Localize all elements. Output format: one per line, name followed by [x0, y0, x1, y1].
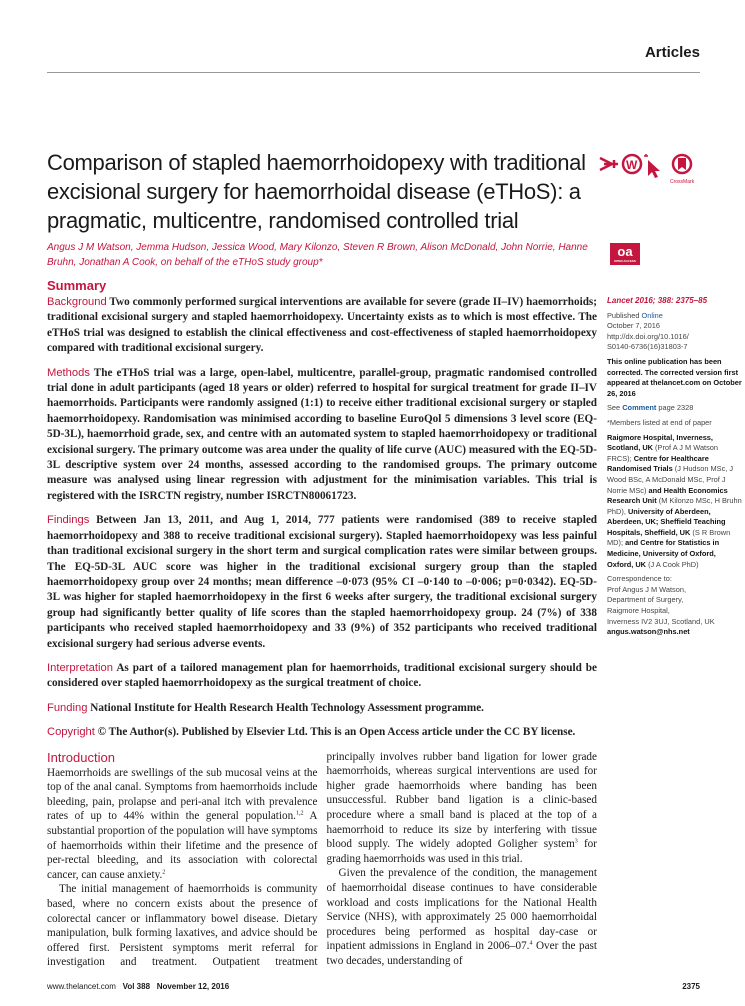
- affiliation-people: (M Kilonzo MSc, H Bruhn PhD),: [607, 496, 742, 516]
- introduction-heading: Introduction: [47, 749, 115, 765]
- copyright-text: © The Author(s). Published by Elsevier Ltd. This is an Open Access article under the CC BY license.: [97, 726, 576, 739]
- text: Prof Angus J M Watson,: [607, 584, 687, 594]
- crossmark-label: CrossMark: [670, 179, 695, 185]
- intro-paragraph-1: [47, 766, 318, 883]
- findings-text: Between Jan 13, 2011, and Aug 1, 2014, 777 patients were randomised (389 to receive stapled haemorrhoidopexy and 388 to receive traditional excisional surgery). Stapled haemorrhoidopexy was less painful than traditional excisional surgery in the short term and surgical complication rates were similar between groups. The EQ-5D-3L AUC score was higher in the traditional excisional surgery group than the stapled haemorrhoidopexy group over 24 months; mean difference –0·073 (95% CI –0·140 to –0·006; p=0·0342). EQ-5D-3L was higher for stapled haemorrhoidopexy in the first 6 weeks after surgery, the traditional excisional surgery group had significantly better quality of life scores than the stapled haemorrhoidopexy group. 24 (7%) of 338 participants who received stapled haemorrhoidopexy and 33 (9%) of 352 participants who received traditional excisional surgery had serious adverse events.: [47, 514, 598, 650]
- findings-label: Findings: [47, 514, 90, 527]
- crossmark-icon[interactable]: [670, 155, 695, 185]
- affiliation: and Centre for Statistics in Medicine, University of Oxford, Oxford, UK: [607, 538, 720, 569]
- doi-link-cont[interactable]: S0140-6736(16)31803-7: [607, 342, 688, 352]
- abstract-background: [47, 295, 597, 357]
- text: Given the prevalence of the condition, the management of haemorrhoidal disease continues to have considerable workload and costs implications for the National Health Service (NHS), with approximately 25 000 haemorrhoidal procedures being performed as hospital day-case or inpatient admissions in England in 2006–07.: [326, 867, 597, 953]
- article-title: Comparison of stapled haemorrhoidopexy with traditional excisional surgery for haemorrhoidal disease (eTHoS): a pragmatic, multicentre, randomised controlled trial: [47, 150, 586, 233]
- cursor-icon[interactable]: [644, 154, 660, 178]
- interpretation-text: As part of a tailored management plan for haemorrhoids, traditional excisional surgery should be considered over stapled haemorrhoidopexy as the surgical treatment of choice.: [47, 661, 597, 690]
- text: Department of Surgery,: [607, 595, 684, 605]
- copyright-label: Copyright: [47, 726, 95, 739]
- email-link[interactable]: angus.watson@nhs.net: [607, 627, 690, 637]
- text: Correspondence to:: [607, 574, 672, 584]
- abstract-funding: [47, 701, 597, 716]
- introduction-body: [47, 750, 597, 970]
- affiliation: University of Aberdeen, Aberdeen, UK; Sheffield Teaching Hospitals, Sheffield, UK: [607, 506, 726, 537]
- text: The initial management of haemorrhoids is community based, where no concern exists about the presence of colorectal cancer or inflammatory bowel disease. Dietary manipulation, bulk forming laxatives, and advice should be offered first. Persistent symptoms merit referral for investigation and treatment. Outpatient treatment principally involves rubber band ligation for lower grade haemorrhoids, whereas surgical interventions are used for higher grade haemorrhoids where banding has been unsuccessful. Rubber band ligation is a clinic-based procedure where a small band is placed at the top of a haemorrhoid to reduce its size by interfering with tissue blood supply. The widely adopted Goligher system: [47, 750, 597, 969]
- text: See: [607, 403, 623, 413]
- abstract-methods: [47, 366, 597, 505]
- published-date: October 7, 2016: [607, 321, 661, 331]
- sidebar: [607, 296, 742, 642]
- affiliation: Raigmore Hospital, Inverness, Scotland, UK: [607, 432, 713, 453]
- issue-date: November 12, 2016: [156, 981, 230, 991]
- site-link[interactable]: www.thelancet.com: [47, 981, 116, 991]
- interpretation-label: Interpretation: [47, 661, 113, 674]
- doi-link[interactable]: http://dx.doi.org/10.1016/: [607, 331, 689, 341]
- author-list: Angus J M Watson, Jemma Hudson, Jessica Wood, Mary Kilonzo, Steven R Brown, Alison McDonald, John Norrie, Hanne Bruhn, Jonathan A Cook, on behalf of the eTHoS study group*: [47, 242, 588, 268]
- affiliation-people: (S R Brown MD);: [607, 527, 731, 548]
- members-note: *Members listed at end of paper: [607, 417, 712, 427]
- online-link[interactable]: Online: [641, 310, 663, 320]
- affiliation: and Health Economics Research Unit: [607, 485, 728, 506]
- abstract-findings: [47, 513, 597, 652]
- text: for grading haemorrhoids was used in this trial.: [326, 838, 597, 865]
- abstract-copyright: [47, 725, 597, 740]
- abstract-interpretation: [47, 661, 597, 692]
- methods-text: The eTHoS trial was a large, open-label, multicentre, parallel-group, pragmatic randomised controlled trial done in adult participants (aged 18 years or older) referred to hospital for surgical treatment for grade II–IV haemorrhoids. Participants were randomly assigned (1:1) to receive either traditional excisional surgery or stapled haemorrhoidopexy. Randomisation was minimised according to baseline EuroQol 5 dimensions 3 level score (EQ-5D-3L), haemorrhoid grade, sex, and centre with an automated system to stapled haemorrhoidopexy or traditional excisional surgery. The primary outcome was area under the quality of life curve (AUC) measured with the EQ-5D-3L descriptive system over 24 months, assessed according to the randomised groups. The primary outcome measure was analysed using linear regression with adjustment for the minimisation variables. This trial is registered with the ISRCTN registry, number ISRCTN80061723.: [47, 366, 597, 502]
- text: A substantial proportion of the population will have symptoms of haemorrhoids within their lifetime and the presence of per-rectal bleeding, and its association with colorectal cancer, can cause anxiety.: [47, 810, 318, 881]
- correction-note-wrap: [607, 357, 742, 399]
- svg-text:W: W: [626, 158, 638, 172]
- section-label: Articles: [644, 44, 700, 61]
- published-label: Published: [607, 310, 642, 320]
- affiliations: [607, 433, 742, 571]
- intro-paragraph-3: [327, 866, 598, 968]
- citation-ref[interactable]: 4: [529, 940, 533, 947]
- background-text: Two commonly performed surgical interventions are available for severe (grade II–IV) haemorrhoids; traditional excisional surgery and stapled haemorrhoidopexy. Uncertainty exists as to which is most effective. The eTHoS trial was designed to establish the clinical effectiveness and cost-effectiveness of stapled haemorrhoidopexy compared with traditional excisional surgery.: [47, 296, 597, 355]
- article-tools: [598, 150, 708, 186]
- publication-info: [607, 311, 742, 353]
- oa-sub-label: OPEN ACCESS: [614, 259, 636, 263]
- footer-left: [47, 982, 229, 992]
- text: page 2328: [656, 403, 694, 413]
- summary-heading: Summary: [47, 278, 107, 293]
- see-comment: [607, 403, 742, 414]
- share-icon[interactable]: [600, 158, 618, 170]
- citation-ref[interactable]: 3: [574, 838, 578, 845]
- background-label: Background: [47, 296, 107, 308]
- volume: Vol 388: [122, 981, 151, 991]
- page-number: 2375: [682, 981, 700, 991]
- citation-ref[interactable]: 2: [162, 868, 166, 875]
- methods-label: Methods: [47, 366, 90, 379]
- affiliation-people: (J A Cook PhD): [646, 559, 699, 569]
- citation: Lancet 2016; 388: 2375–85: [607, 296, 708, 305]
- funding-label: Funding: [47, 701, 88, 714]
- web-icon[interactable]: [623, 155, 641, 173]
- comment-link[interactable]: Comment: [622, 403, 657, 413]
- funding-text: National Institute for Health Research Health Technology Assessment programme.: [90, 701, 484, 714]
- text: Over the past two decades, understanding of: [326, 940, 597, 967]
- oa-label: oa: [617, 244, 633, 259]
- text: Inverness IV2 3UJ, Scotland, UK: [607, 616, 715, 626]
- correction-note: This online publication has been corrected. The corrected version first appeared at thelancet.com on October 26, 2016: [607, 356, 742, 398]
- open-access-badge: [610, 243, 640, 265]
- citation-ref[interactable]: 1,2: [295, 810, 304, 817]
- affiliation-people: (Prof A J M Watson FRCS);: [607, 443, 719, 463]
- footer: [47, 982, 700, 1006]
- text: Raigmore Hospital,: [607, 606, 670, 616]
- affiliation-people: (J Hudson MSc, J Wood BSc, A McDonald MSc, Prof J Norrie MSc): [607, 464, 734, 495]
- text: Haemorrhoids are swellings of the sub mucosal veins at the top of the anal canal. Symptoms from haemorrhoids include bleeding, pain, prolapse and peri-anal itch with prevalence rates of up to 44% within the general population.: [47, 766, 318, 823]
- affiliation: Centre for Healthcare Randomised Trials: [607, 453, 709, 474]
- correspondence: [607, 574, 742, 638]
